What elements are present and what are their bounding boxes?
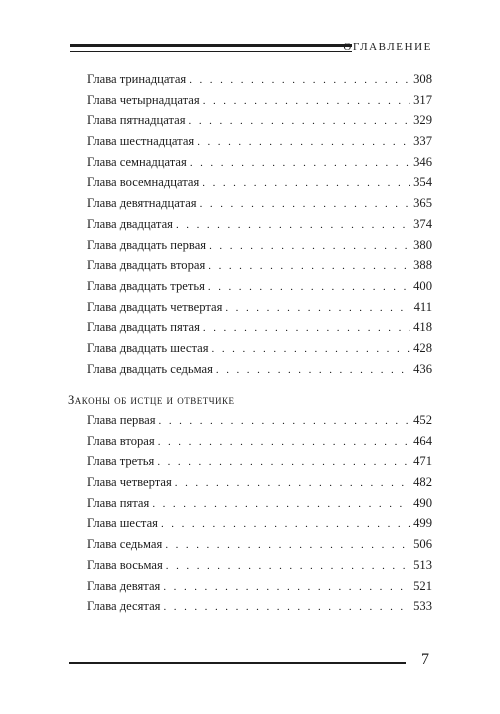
toc-entry-page: 308 xyxy=(413,72,432,86)
toc-entry[interactable] xyxy=(87,300,432,321)
toc-entry-page: 365 xyxy=(413,196,432,211)
running-header-title: ОГЛАВЛЕНИЕ xyxy=(343,41,432,53)
toc-entry[interactable] xyxy=(87,93,432,114)
toc-entry-title: Глава пятнадцатая xyxy=(87,113,186,128)
toc-entry[interactable] xyxy=(87,238,432,259)
toc-entry-title: Глава восемнадцатая xyxy=(87,175,200,190)
toc-entry[interactable] xyxy=(87,155,432,176)
toc-entry-page: 337 xyxy=(413,134,432,149)
dot-leader xyxy=(212,343,411,355)
dot-leader xyxy=(166,560,410,572)
dot-leader xyxy=(197,136,410,148)
toc-entry-page: 482 xyxy=(413,475,432,490)
dot-leader xyxy=(208,260,410,272)
dot-leader xyxy=(208,281,410,293)
toc-entry-title: Глава семнадцатая xyxy=(87,154,187,169)
toc-entry-page: 490 xyxy=(413,495,432,510)
dot-leader xyxy=(209,240,410,252)
dot-leader xyxy=(202,177,410,189)
toc-entry-title: Глава двадцать третья xyxy=(87,278,205,293)
toc-entry-title: Глава двадцать седьмая xyxy=(87,361,213,376)
toc-entry[interactable] xyxy=(87,175,432,196)
toc-entry-title: Глава девятнадцатая xyxy=(87,196,197,211)
toc-entry-page: 329 xyxy=(413,113,432,128)
toc-entry-page: 380 xyxy=(413,237,432,252)
dot-leader xyxy=(189,74,410,86)
toc-entry-title: Глава двадцать пятая xyxy=(87,320,200,335)
toc-entry[interactable] xyxy=(87,113,432,134)
toc-entry-page: 388 xyxy=(413,258,432,273)
toc-entry[interactable] xyxy=(87,72,432,93)
dot-leader xyxy=(163,581,410,593)
toc-entry-title: Глава первая xyxy=(87,413,156,427)
toc-entry[interactable] xyxy=(87,258,432,279)
dot-leader xyxy=(158,436,410,448)
toc-entry-title: Глава восьмая xyxy=(87,557,163,572)
toc-entry-page: 506 xyxy=(413,537,432,552)
toc-entry[interactable] xyxy=(87,196,432,217)
toc-entry-page: 513 xyxy=(413,557,432,572)
toc-entry-page: 346 xyxy=(413,154,432,169)
toc-entry-page: 521 xyxy=(413,578,432,593)
toc-entry-title: Глава третья xyxy=(87,454,155,469)
dot-leader xyxy=(176,219,410,231)
toc-entry[interactable] xyxy=(87,134,432,155)
toc-entry-page: 464 xyxy=(413,433,432,448)
toc-entry[interactable] xyxy=(87,217,432,238)
dot-leader xyxy=(200,198,411,210)
toc-list-part-2 xyxy=(87,413,432,620)
dot-leader xyxy=(157,456,410,468)
toc-entry[interactable] xyxy=(87,537,432,558)
toc-entry[interactable] xyxy=(87,341,432,362)
toc-entry-title: Глава двадцать вторая xyxy=(87,258,206,273)
toc-entry[interactable] xyxy=(87,599,432,620)
dot-leader xyxy=(152,498,410,510)
toc-entry[interactable] xyxy=(87,516,432,537)
toc-entry-page: 533 xyxy=(413,599,432,614)
toc-list-part-1 xyxy=(87,72,432,382)
toc-entry[interactable] xyxy=(87,475,432,496)
toc-entry-title: Глава двадцать шестая xyxy=(87,340,209,355)
toc-entry-title: Глава девятая xyxy=(87,578,161,593)
section-heading: Законы об истце и ответчике xyxy=(68,393,235,407)
toc-entry-page: 317 xyxy=(413,92,432,107)
toc-entry[interactable] xyxy=(87,496,432,517)
toc-entry-page: 428 xyxy=(413,340,432,355)
toc-entry-page: 452 xyxy=(413,413,432,427)
toc-entry-title: Глава двадцать четвертая xyxy=(87,299,223,314)
toc-entry-page: 400 xyxy=(413,278,432,293)
toc-entry-page: 374 xyxy=(413,216,432,231)
dot-leader xyxy=(189,115,411,127)
toc-entry-title: Глава тринадцатая xyxy=(87,72,187,86)
toc-entry[interactable] xyxy=(87,579,432,600)
dot-leader xyxy=(203,322,410,334)
dot-leader xyxy=(163,601,410,613)
toc-entry-page: 436 xyxy=(413,361,432,376)
toc-entry-title: Глава вторая xyxy=(87,433,155,448)
toc-entry[interactable] xyxy=(87,413,432,434)
toc-entry[interactable] xyxy=(87,434,432,455)
toc-entry-page: 499 xyxy=(413,516,432,531)
toc-entry-title: Глава четвертая xyxy=(87,475,172,490)
dot-leader xyxy=(203,95,410,107)
toc-entry-page: 471 xyxy=(413,454,432,469)
toc-entry-page: 354 xyxy=(413,175,432,190)
header-rule xyxy=(70,44,352,52)
dot-leader xyxy=(165,539,410,551)
toc-entry[interactable] xyxy=(87,454,432,475)
footer-rule xyxy=(69,662,406,664)
dot-leader xyxy=(225,302,410,314)
toc-entry[interactable] xyxy=(87,362,432,383)
toc-entry-title: Глава пятая xyxy=(87,495,150,510)
toc-entry-page: 418 xyxy=(413,320,432,335)
toc-entry-title: Глава шестнадцатая xyxy=(87,134,195,149)
dot-leader xyxy=(175,477,410,489)
toc-entry-title: Глава двадцатая xyxy=(87,216,173,231)
toc-entry-title: Глава шестая xyxy=(87,516,158,531)
toc-entry-title: Глава седьмая xyxy=(87,537,163,552)
toc-entry-title: Глава четырнадцатая xyxy=(87,92,200,107)
toc-entry-title: Глава двадцать первая xyxy=(87,237,207,252)
dot-leader xyxy=(216,364,410,376)
toc-entry[interactable] xyxy=(87,558,432,579)
dot-leader xyxy=(190,157,410,169)
dot-leader xyxy=(161,518,410,530)
toc-entry[interactable] xyxy=(87,320,432,341)
running-header xyxy=(70,40,432,54)
toc-entry[interactable] xyxy=(87,279,432,300)
toc-entry-page: 411 xyxy=(413,299,432,314)
page-number: 7 xyxy=(421,651,429,668)
toc-entry-title: Глава десятая xyxy=(87,599,161,614)
dot-leader xyxy=(159,415,411,427)
